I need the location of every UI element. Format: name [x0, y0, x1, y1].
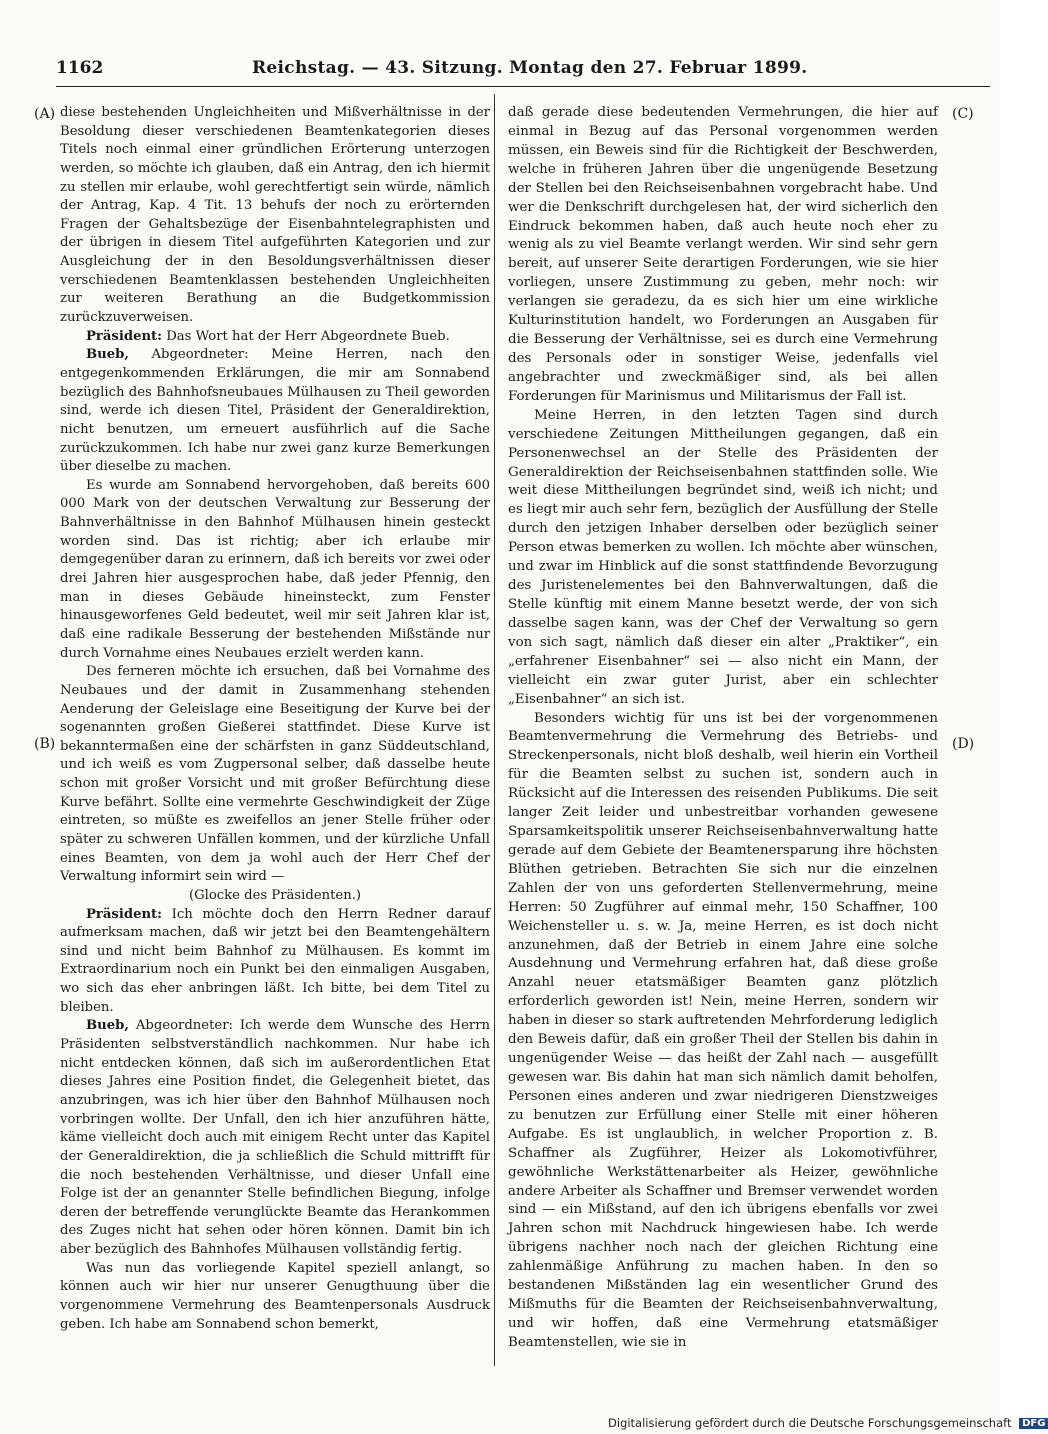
speaker-name: Präsident: — [86, 328, 163, 344]
header-rule — [56, 86, 990, 87]
speech-text: Das Wort hat der Herr Abgeordnete Bueb. — [166, 328, 450, 344]
margin-marker-c: (C) — [952, 106, 974, 122]
speaker-name: Präsident: — [86, 906, 163, 922]
paragraph: daß gerade diese bedeutenden Vermehrungen, die hier auf einmal in Bezug auf das Personal vorgenommen werden müssen, ein Beweis sind für die Richtigkeit der Beschwerden, welche in früheren Jahren über die ungenügende Besetzung der Stellen bei den Reichseisenbahnen vorgebracht habe. Und wer die Denkschrift durchgelesen hat, der wird sicherlich den Eindruck bekommen haben, daß auch heute noch eher zu wenig als zu viel Beamte verlangt werden. Wir sind sehr gern bereit, auf unserer Seite derartigen Forderungen, wie sie hier vorliegen, unsere Zustimmung zu geben, mehr noch: wir verlangen sie geradezu, da es sich hier um eine wirkliche Kulturinstitution handelt, wo Forderungen an Ausgaben für die Besserung der Verhältnisse, sei es durch eine Vermehrung des Personals oder in sonstiger Weise, jedenfalls viel angebrachter und zweckmäßiger sind, als bei allen Forderungen für Marinismus und Militarismus der Fall ist. — [508, 105, 938, 404]
paragraph — [60, 346, 490, 476]
dfg-logo: DFG — [1019, 1418, 1048, 1429]
page-header — [56, 58, 990, 84]
margin-marker-b: (B) — [34, 736, 56, 752]
paragraph: Es wurde am Sonnabend hervorgehoben, daß bereits 600 000 Mark von der deutschen Verwaltung zur Besserung der Bahnverhältnisse in den Bahnhof Mülhausen hinein gesteckt worden sind. Das ist richtig; aber ich erlaube mir demgegenüber daran zu erinnern, daß ich bereits vor zwei oder drei Jahren hier ausgesprochen habe, daß jeder Pfennig, den man in dieses Gebäude hineinsteckt, zum Fenster hinausgeworfenes Geld bedeutet, weil mir seit Jahren klar ist, daß eine radikale Besserung der bestehenden Mißstände nur durch Vornahme eines Neubaues erzielt werden kann. — [60, 477, 490, 661]
right-column — [508, 104, 938, 1353]
paragraph — [60, 1017, 490, 1259]
left-column — [60, 104, 490, 1334]
digitization-credit — [608, 1416, 1048, 1430]
paragraph — [60, 906, 490, 1018]
speaker-name: Bueb, — [86, 347, 129, 363]
speech-text: Abgeordneter: Ich werde dem Wunsche des Herrn Präsidenten selbstverständlich nachkommen. Nur habe ich nicht entdecken können, daß sich im außerordentlichen Etat dieses Jahres eine Position findet, die Gelegenheit bietet, das anzubringen, was ich hier über den Bahnhof Mülhausen noch vorbringen wollte. Der Unfall, den ich hier anzuführen hätte, käme vielleicht doch auch mit einigem Recht unter das Kapitel der Generaldirektion, die ja schließlich die Schuld mittrifft für die noch bestehenden Verhältnisse, und dieser Unfall eine Folge ist der an genannter Stelle befindlichen Biegung, infolge deren der betreffende verunglückte Beamte das Herankommen des Zuges nicht hat sehen oder hören können. Damit bin ich aber bezüglich des Bahnhofes Mülhausen vollständig fertig. — [60, 1018, 490, 1258]
stage-direction: (Glocke des Präsidenten.) — [188, 887, 362, 903]
speaker-name: Bueb, — [86, 1018, 129, 1034]
paragraph: Was nun das vorliegende Kapitel speziell anlangt, so können auch wir hier nur unserer Genugthuung über die vorgenommene Vermehrung des Beamtenpersonals Ausdruck geben. Ich habe am Sonnabend schon bemerkt, — [60, 1260, 490, 1332]
credit-text: Digitalisierung gefördert durch die Deutsche Forschungsgemeinschaft — [608, 1416, 1012, 1430]
speech-text: Ich möchte doch den Herrn Redner darauf aufmerksam machen, daß wir jetzt bei den Beamtengehältern sind und nicht beim Bahnhof zu Mülhausen. Es kommt im Extraordinarium noch ein Punkt bei den einmaligen Ausgaben, wo sich das eher anbringen läßt. Ich bitte, bei dem Titel zu bleiben. — [60, 906, 490, 1015]
column-divider — [494, 94, 495, 1366]
page-number: 1162 — [56, 58, 104, 78]
paragraph: diese bestehenden Ungleichheiten und Mißverhältnisse in der Besoldung dieser verschiedenen Beamtenkategorien dieses Titels noch einmal einer gründlichen Erörterung unterzogen werden, so möchte ich glauben, daß ein Antrag, den ich hiermit zu stellen mir erlaube, wohl gerechtfertigt sein würde, nämlich der Antrag, Kap. 4 Tit. 13 behufs der noch zu erörternden Fragen der Gehaltsbezüge der Eisenbahntelegraphisten und der übrigen in diesem Titel aufgeführten Kategorien und zur Ausgleichung der in den Besoldungsverhältnissen dieser verschiedenen Beamtenklassen bestehenden Ungleichheiten zur weiteren Berathung an die Budgetkommission zurückzuverweisen. — [60, 105, 490, 326]
paragraph — [60, 328, 490, 347]
margin-marker-d: (D) — [952, 736, 975, 752]
paragraph: Des ferneren möchte ich ersuchen, daß bei Vornahme des Neubaues und der damit in Zusammenhang stehenden Aenderung der Geleislage eine Beseitigung der Kurve bei der sogenannten großen Gießerei stattfindet. Diese Kurve ist bekanntermaßen eine der schärfsten in ganz Süddeutschland, und ich weiß es vom Zugpersonal selber, daß dasselbe heute schon mit großer Vorsicht und mit großer Befürchtung diese Kurve befährt. Sollte eine vermehrte Geschwindigkeit der Züge eintreten, so müßte es zweifellos an jener Stelle früher oder später zu schweren Unfällen kommen, und der kürzliche Unfall eines Beamten, von dem ja wohl auch der Herr Chef der Verwaltung informirt sein wird — — [60, 664, 490, 885]
running-title: Reichstag. — 43. Sitzung. Montag den 27. Februar 1899. — [252, 58, 808, 78]
speech-text: Abgeordneter: Meine Herren, nach den entgegenkommenden Erklärungen, die mir am Sonnabend bezüglich des Bahnhofsneubaues Mülhausen zu Theil geworden sind, werde ich diesen Titel, Präsident der Generaldirektion, nicht benutzen, um erneuert ausführlich auf die Sache zurückzukommen. Ich habe nur zwei ganz kurze Bemerkungen über dieselbe zu machen. — [60, 347, 490, 475]
paragraph: Besonders wichtig für uns ist bei der vorgenommenen Beamtenvermehrung die Vermehrung des Betriebs- und Streckenpersonals, nicht bloß deshalb, weil hierin ein Vortheil für die Beamten selbst zu suchen ist, sondern auch in Rücksicht auf die Interessen des reisenden Publikums. Die seit langer Zeit leider und unbestreitbar vorhanden gewesene Sparsamkeitspolitik unserer Reichseisenbahnverwaltung hatte gerade auf dem Gebiete der Beamtenersparung ihre höchsten Blüthen getrieben. Betrachten Sie sich nur die einzelnen Zahlen der von uns geforderten Stellenvermehrung, meine Herren: 50 Zugführer auf einmal mehr, 150 Schaffner, 100 Weichensteller u. s. w. Ja, meine Herren, es ist doch nicht anzunehmen, daß der Betrieb in einem Jahre eine solche Ausdehnung und Vermehrung erfahren hat, daß diese große Anzahl neuer etatsmäßiger Beamten ganz plötzlich erforderlich geworden ist! Nein, meine Herren, sondern wir haben in dieser so stark auftretenden Mehrforderung lediglich den Beweis dafür, daß ein großer Theil der Stellen bis dahin in ungenügender Weise — das heißt der Zahl nach — ausgefüllt gewesen war. Bis dahin hat man sich nämlich damit beholfen, Personen eines anderen und zwar niedrigeren Dienstzweiges zu benutzen zur Erfüllung einer Stelle mit einer höheren Aufgabe. Es ist unglaublich, in welcher Proportion z. B. Schaffner als Zugführer, Heizer als Lokomotivführer, gewöhnliche Werkstättenarbeiter als Heizer, gewöhnliche andere Arbeiter als Schaffner und Bremser verwendet worden sind — ein Mißstand, auf den ich übrigens ebenfalls vor zwei Jahren schon mit Nachdruck hingewiesen habe. Ich werde übrigens nachher noch nach der gleichen Richtung eine zahlenmäßige Anführung zu machen haben. In den so bestandenen Mißständen lag ein wesentlicher Grund des Mißmuths für die Beamten der Reichseisenbahnverwaltung, und wir hoffen, daß eine Vermehrung etatsmäßiger Beamtenstellen, wie sie in — [508, 710, 938, 1350]
margin-marker-a: (A) — [34, 106, 56, 122]
paragraph: Meine Herren, in den letzten Tagen sind durch verschiedene Zeitungen Mittheilungen gegangen, daß ein Personenwechsel an der Stelle des Präsidenten der Generaldirektion der Reichseisenbahnen stattfinden solle. Wie weit diese Mittheilungen begründet sind, weiß ich nicht; und es liegt mir auch sehr fern, bezüglich der Ausfüllung der Stelle durch den jetzigen Inhaber derselben oder bezüglich seiner Person etwas bemerken zu wollen. Ich möchte aber wünschen, und zwar im Hinblick auf die sonst stattfindende Bevorzugung des Juristenelementes bei den Bahnverwaltungen, daß die Stelle künftig mit einem Manne besetzt werde, der von sich dasselbe sagen kann, was der Chef der Verwaltung so gern von sich sagt, nämlich daß dieser ein alter „Praktiker“, ein „erfahrener Eisenbahner“ sei — also nicht ein Mann, der vielleicht ein zwar guter Jurist, aber ein schlechter „Eisenbahner“ an sich ist. — [508, 407, 938, 707]
